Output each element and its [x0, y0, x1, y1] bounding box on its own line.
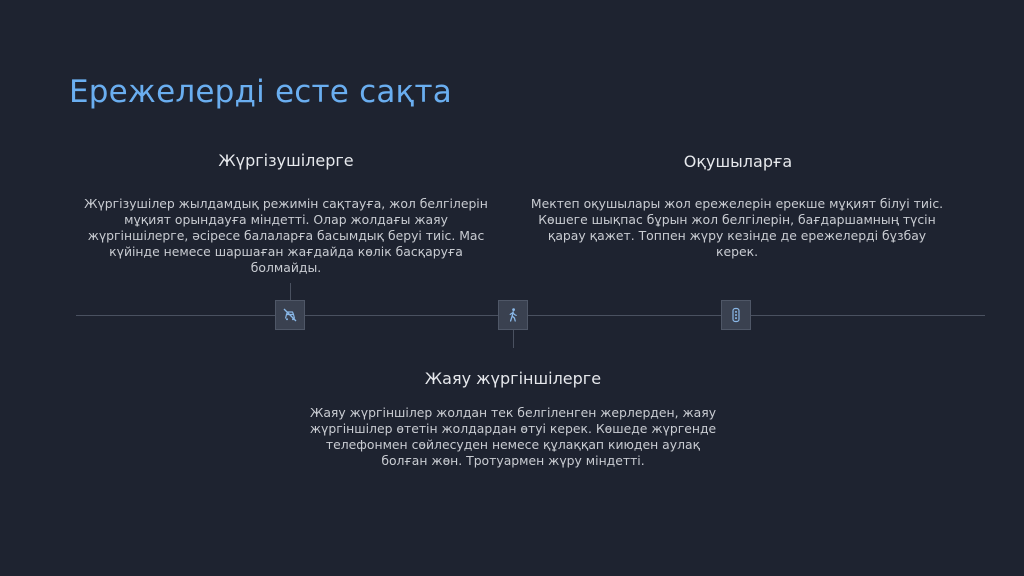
text-drivers: Жүргізушілер жылдамдық режимін сақтауға, жол белгілерін мұқият орындауға міндетті. Олар жолдағы жаяу жүргіншілерге, әсіресе балаларға басымдық беруі тиіс. Мас күйінде немесе шаршаған жағдайда көлік басқаруға болмайды. [84, 196, 488, 275]
pedestrian-icon [505, 307, 521, 323]
marker-students [721, 300, 751, 330]
heading-drivers: Жүргізушілерге [218, 151, 354, 170]
heading-students: Оқушыларға [683, 152, 793, 171]
no-car-icon [282, 307, 298, 323]
connector-drivers [290, 283, 291, 300]
traffic-light-icon [728, 307, 744, 323]
text-pedestrians: Жаяу жүргіншілер жолдан тек белгіленген жерлерден, жаяу жүргіншілер өтетін жолдардан өтуі керек. Көшеде жүргенде телефонмен сөйлесуден немесе құлаққап киюден аулақ болған жөн. Тротуармен жүру міндетті. [309, 405, 717, 468]
marker-pedestrians [498, 300, 528, 330]
marker-drivers [275, 300, 305, 330]
heading-pedestrians: Жаяу жүргіншілерге [424, 369, 602, 388]
timeline-line [76, 315, 985, 316]
slide-title: Ережелерді есте сақта [69, 74, 452, 110]
connector-pedestrians [513, 330, 514, 348]
text-students: Мектеп оқушылары жол ережелерін ерекше мұқият білуі тиіс. Көшеге шықпас бұрын жол белгілерін, бағдаршамның түсін қарау қажет. Топпен жүру кезінде де ережелерді бұзбау керек. [530, 196, 944, 259]
